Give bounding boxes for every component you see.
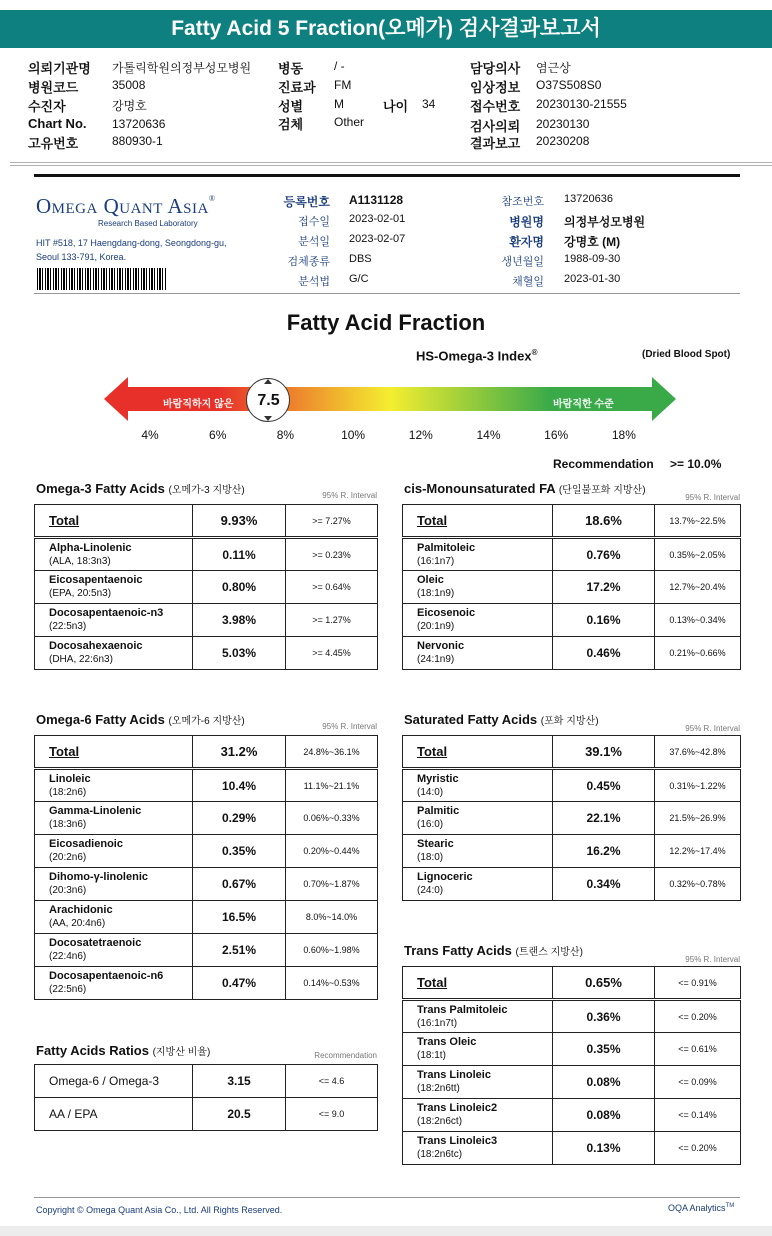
table-row [35,505,378,538]
result-value: 0.46% [553,637,655,670]
header-value: 20230130-21555 [536,97,627,111]
info-divider [34,293,740,294]
footer-brand: OQA Analytics™ [668,1203,735,1213]
table-row [35,835,378,868]
fatty-acid-name: Trans Linoleic3 (18:2n6tc) [403,1132,553,1165]
header-value: 35008 [112,78,146,92]
table-row [403,1066,741,1099]
header-label: 담당의사 [470,61,521,76]
reference-range: 0.31%~1.22% [655,769,741,802]
header-value: M [334,97,344,111]
reference-range: 24.8%~36.1% [286,736,378,769]
index-value: 7.5 [257,392,280,409]
header-label: 성별 [278,99,304,114]
result-value: 2.51% [193,934,286,967]
fatty-acid-name: Docosapentaenoic-n3 (22:5n3) [35,604,193,637]
gauge-tick-label: 8% [276,428,295,442]
gauge-right-label: 바람직한 수준 [553,399,614,410]
header-label: 검체 [278,117,304,132]
result-value: 0.76% [553,538,655,571]
header-label: 진료과 [278,80,316,95]
patient-info-label: 병원명 [509,215,544,229]
fatty-acid-name: Palmitoleic (16:1n7) [403,538,553,571]
main-title: Fatty Acid Fraction [286,310,486,335]
recommendation-label: Recommendation [553,457,654,471]
table-row [403,604,741,637]
table-row [35,1065,378,1098]
header-label: 고유번호 [28,136,79,151]
result-value: 0.47% [193,967,286,1000]
header-value: 강명호 [112,99,147,113]
table-row [403,505,741,538]
table-row [403,769,741,802]
gauge-tick-label: 12% [408,428,433,442]
fatty-acid-name: Eicosadienoic (20:2n6) [35,835,193,868]
reference-range: 0.13%~0.34% [655,604,741,637]
header-label: 병동 [278,61,304,76]
result-value: 0.80% [193,571,286,604]
reference-range: 0.70%~1.87% [286,868,378,901]
patient-info-label: 채혈일 [512,276,544,288]
trans-hint: 95% R. Interval [685,955,740,964]
fatty-acid-name: Total [403,967,553,1000]
result-value: 0.45% [553,769,655,802]
result-value: 3.98% [193,604,286,637]
header-label: 병원코드 [28,80,79,95]
reference-range: >= 4.45% [286,637,378,670]
fatty-acid-name: Dihomo-γ-linolenic (20:3n6) [35,868,193,901]
result-value: 16.2% [553,835,655,868]
fatty-acid-name: Lignoceric (24:0) [403,868,553,901]
omega3-table [34,504,378,670]
reference-range: 37.6%~42.8% [655,736,741,769]
table-row [403,1033,741,1066]
header-label: 검사의뢰 [470,119,521,134]
lab-logo: Omega Quant Asia® [36,194,216,218]
result-value: 16.5% [193,901,286,934]
header-value: / - [334,59,345,73]
header-divider [10,162,772,163]
lab-tagline: Research Based Laboratory [98,219,198,228]
lab-address-line1: HIT #518, 17 Haengdang-dong, Seongdong-gu, [36,238,227,248]
reference-range: 0.06%~0.33% [286,802,378,835]
fatty-acid-name: Total [403,736,553,769]
result-value: 0.08% [553,1099,655,1132]
reference-range: >= 1.27% [286,604,378,637]
table-row [35,637,378,670]
ratios-hint: Recommendation [314,1051,377,1060]
omega6-hint: 95% R. Interval [322,722,377,731]
reference-range: >= 0.64% [286,571,378,604]
index-title: HS-Omega-3 Index® [416,348,538,364]
trans-section-title: Trans Fatty Acids (트랜스 지방산) [404,943,583,958]
result-value: 31.2% [193,736,286,769]
reference-range: 12.7%~20.4% [655,571,741,604]
result-value: 10.4% [193,769,286,802]
mufa-table [402,504,741,670]
reference-range: <= 9.0 [286,1098,378,1131]
table-row [403,1000,741,1033]
gauge-tick-label: 18% [611,428,636,442]
sample-info-value: G/C [349,273,369,285]
fatty-acid-name: Linoleic (18:2n6) [35,769,193,802]
result-value: 0.13% [553,1132,655,1165]
barcode-image [37,268,167,290]
report-title: Fatty Acid 5 Fraction(오메가) 검사결과보고서 [0,10,772,48]
sample-info-label: 검체종류 [287,256,330,268]
sfa-table [402,735,741,901]
header-value: 880930-1 [112,134,163,148]
specimen-type: (Dried Blood Spot) [642,349,731,360]
sample-info-label: 등록번호 [283,195,330,209]
table-row [403,538,741,571]
header-label: Chart No. [28,116,87,131]
gauge-tick-label: 4% [141,428,159,442]
reference-range: <= 0.20% [655,1132,741,1165]
table-row [35,901,378,934]
gauge-tick-label: 6% [209,428,227,442]
reference-range: <= 0.61% [655,1033,741,1066]
lab-address-line2: Seoul 133-791, Korea. [36,252,127,262]
table-row [403,868,741,901]
gauge-tick-label: 10% [341,428,366,442]
copyright-text: Copyright © Omega Quant Asia Co., Ltd. All Rights Reserved. [36,1205,283,1215]
header-label: 접수번호 [470,99,521,114]
table-row [35,571,378,604]
result-value: 0.29% [193,802,286,835]
reference-range: <= 0.09% [655,1066,741,1099]
table-row [403,835,741,868]
fatty-acid-name: Docosatetraenoic (22:4n6) [35,934,193,967]
table-row [35,934,378,967]
reference-range: 21.5%~26.9% [655,802,741,835]
result-value: 0.16% [553,604,655,637]
reference-range: 0.20%~0.44% [286,835,378,868]
result-value: 22.1% [553,802,655,835]
patient-info-label: 환자명 [509,235,544,249]
omega6-section-title: Omega-6 Fatty Acids (오메가-6 지방산) [36,712,245,727]
table-row [35,736,378,769]
table-row [403,1132,741,1165]
sfa-hint: 95% R. Interval [685,724,740,733]
header-label: 임상정보 [470,80,521,95]
result-value: 20.5 [193,1098,286,1131]
fatty-acid-name: Total [403,505,553,538]
fatty-acid-name: Trans Palmitoleic (16:1n7t) [403,1000,553,1033]
fatty-acid-name: Stearic (18:0) [403,835,553,868]
patient-info-value: 2023-01-30 [564,273,621,285]
table-row [35,538,378,571]
sample-info-value: A1131128 [349,193,404,207]
omega3-hint: 95% R. Interval [322,491,377,500]
sample-info-value: 2023-02-07 [349,233,406,245]
header-value: 13720636 [112,117,166,131]
reference-range: 0.60%~1.98% [286,934,378,967]
header-label: 수진자 [28,99,66,114]
reference-range: 8.0%~14.0% [286,901,378,934]
result-value: 0.36% [553,1000,655,1033]
footer-divider [34,1197,740,1198]
reference-range: 13.7%~22.5% [655,505,741,538]
fatty-acid-name: Gamma-Linolenic (18:3n6) [35,802,193,835]
fatty-acid-name: Total [35,505,193,538]
fatty-acid-name: Alpha-Linolenic (ALA, 18:3n3) [35,538,193,571]
patient-info-label: 생년월일 [501,256,544,268]
result-value: 39.1% [553,736,655,769]
patient-info-label: 참조번호 [501,196,544,208]
patient-info-value: 1988-09-30 [564,253,621,265]
fatty-acid-name: Palmitic (16:0) [403,802,553,835]
table-row [35,769,378,802]
reference-range: <= 0.14% [655,1099,741,1132]
table-row [403,802,741,835]
table-row [403,571,741,604]
header-value: FM [334,78,352,92]
result-value: 18.6% [553,505,655,538]
fatty-acid-name: Arachidonic (AA, 20:4n6) [35,901,193,934]
reference-range: <= 0.20% [655,1000,741,1033]
header-value: Other [334,115,365,129]
result-value: 3.15 [193,1065,286,1098]
recommendation-value: >= 10.0% [670,457,722,471]
fatty-acid-name: Trans Linoleic (18:2n6tt) [403,1066,553,1099]
sample-info-label: 분석일 [298,236,330,248]
report-top-border [34,174,740,177]
fatty-acid-name: Total [35,736,193,769]
fatty-acid-name: Trans Linoleic2 (18:2n6ct) [403,1099,553,1132]
header-label: 의뢰기관명 [28,61,91,76]
fatty-acid-name: Docosapentaenoic-n6 (22:5n6) [35,967,193,1000]
patient-info-value: 강명호 (M) [564,235,621,249]
sample-info-label: 분석법 [298,276,330,288]
result-value: 9.93% [193,505,286,538]
table-row [35,802,378,835]
table-row [35,868,378,901]
result-value: 5.03% [193,637,286,670]
sfa-section-title: Saturated Fatty Acids (포화 지방산) [404,712,599,727]
patient-info-value: 의정부성모병원 [564,215,646,229]
fatty-acid-name: Oleic (18:1n9) [403,571,553,604]
reference-range: 0.21%~0.66% [655,637,741,670]
sample-info-label: 접수일 [298,216,330,228]
table-row [403,1099,741,1132]
reference-range: <= 4.6 [286,1065,378,1098]
mufa-hint: 95% R. Interval [685,493,740,502]
header-value: 20230208 [536,134,590,148]
gauge-left-label: 바람직하지 않은 [163,399,234,410]
reference-range: >= 0.23% [286,538,378,571]
header-value: 가톨릭학원의정부성모병원 [112,61,252,75]
table-row [403,637,741,670]
header-value: O37S508S0 [536,78,602,92]
age-label: 나이 [383,99,409,114]
reference-range: 0.32%~0.78% [655,868,741,901]
fatty-acid-name: Nervonic (24:1n9) [403,637,553,670]
result-value: 0.35% [553,1033,655,1066]
fatty-acid-name: Trans Oleic (18:1t) [403,1033,553,1066]
fatty-acid-name: Omega-6 / Omega-3 [35,1065,193,1098]
header-value: 염근상 [536,61,571,75]
table-row [35,604,378,637]
table-row [35,1098,378,1131]
omega3-section-title: Omega-3 Fatty Acids (오메가-3 지방산) [36,481,245,496]
age-value: 34 [422,97,436,111]
ratios-table [34,1064,378,1131]
ratios-section-title: Fatty Acids Ratios (지방산 비율) [36,1043,211,1058]
result-value: 17.2% [553,571,655,604]
reference-range: 11.1%~21.1% [286,769,378,802]
fatty-acid-name: AA / EPA [35,1098,193,1131]
fatty-acid-name: Eicosapentaenoic (EPA, 20:5n3) [35,571,193,604]
gauge-tick-label: 16% [544,428,569,442]
header-label: 결과보고 [470,136,521,151]
result-value: 0.11% [193,538,286,571]
fatty-acid-name: Eicosenoic (20:1n9) [403,604,553,637]
result-value: 0.34% [553,868,655,901]
result-value: 0.08% [553,1066,655,1099]
reference-range: <= 0.91% [655,967,741,1000]
reference-range: 0.14%~0.53% [286,967,378,1000]
result-value: 0.35% [193,835,286,868]
gauge-tick-label: 14% [476,428,501,442]
patient-info-value: 13720636 [564,193,613,205]
table-row [403,736,741,769]
result-value: 0.67% [193,868,286,901]
sample-info-value: DBS [349,253,372,265]
lab-logo-text: Omega Quant Asia [36,194,209,218]
reference-range: >= 7.27% [286,505,378,538]
trans-table [402,966,741,1165]
sample-info-value: 2023-02-01 [349,213,406,225]
omega6-table [34,735,378,1000]
mufa-section-title: cis-Monounsaturated FA (단일불포화 지방산) [404,481,646,496]
header-divider-2 [10,165,772,166]
marker-arrows-icon [261,378,275,422]
fatty-acid-name: Myristic (14:0) [403,769,553,802]
table-row [35,967,378,1000]
fatty-acid-name: Docosahexaenoic (DHA, 22:6n3) [35,637,193,670]
reference-range: 0.35%~2.05% [655,538,741,571]
header-value: 20230130 [536,117,590,131]
reference-range: 12.2%~17.4% [655,835,741,868]
result-value: 0.65% [553,967,655,1000]
table-row [403,967,741,1000]
